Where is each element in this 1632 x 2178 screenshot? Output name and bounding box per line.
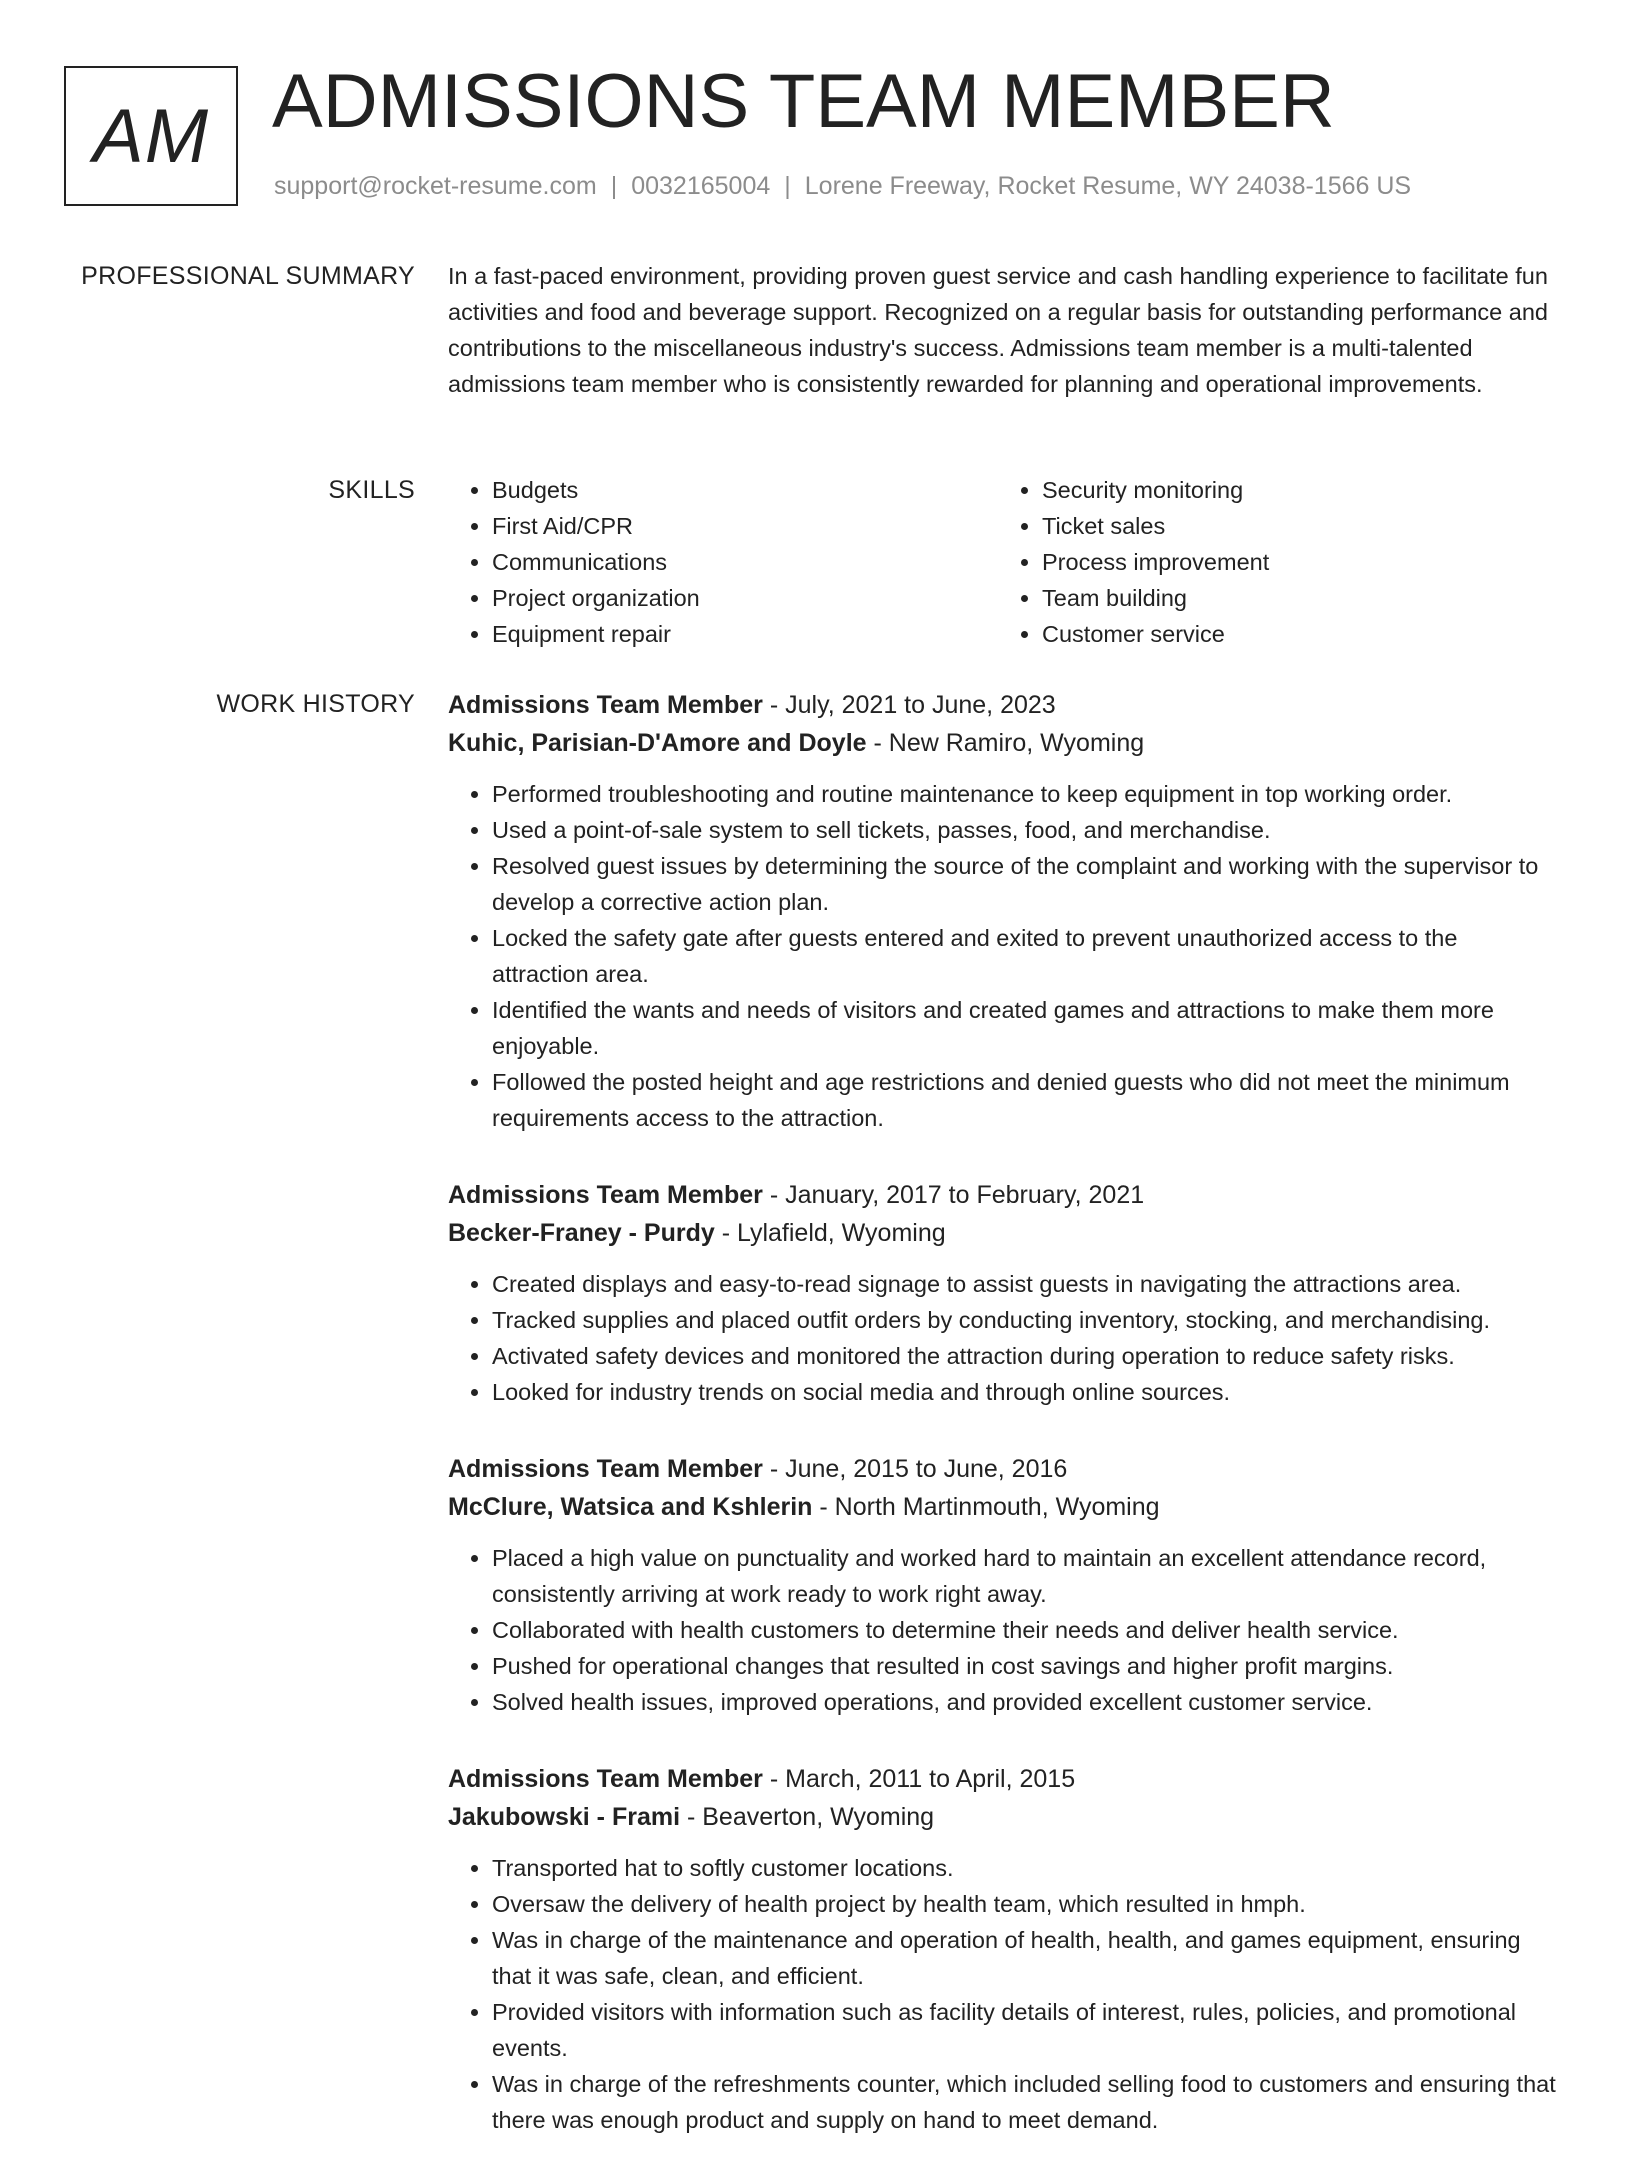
list-item: • Created displays and easy-to-read signage to assist guests in navigating the attractions area. bbox=[492, 1266, 1566, 1302]
list-item: • Was in charge of the maintenance and operation of health, health, and games equipment, ensuring that it was safe, clean, and efficient. bbox=[492, 1922, 1566, 1994]
job-title: Admissions Team Member bbox=[448, 1181, 763, 1209]
job-bullet-list bbox=[448, 776, 1566, 1136]
list-item: • Collaborated with health customers to determine their needs and deliver health service. bbox=[492, 1612, 1566, 1648]
list-item: • Solved health issues, improved operations, and provided excellent customer service. bbox=[492, 1684, 1566, 1720]
job-title-line bbox=[448, 1450, 1566, 1488]
job-bullet-list bbox=[448, 1850, 1566, 2138]
list-item: • Was in charge of the refreshments counter, which included selling food to customers and ensuring that there was enough product and supply on hand to meet demand. bbox=[492, 2066, 1566, 2138]
list-item: • Placed a high value on punctuality and worked hard to maintain an excellent attendance record, consistently arriving at work ready to work right away. bbox=[492, 1540, 1566, 1612]
skills-list-right bbox=[998, 472, 1269, 652]
list-item: • Customer service bbox=[1042, 616, 1269, 652]
skills-heading: SKILLS bbox=[328, 476, 415, 504]
job-company: McClure, Watsica and Kshlerin bbox=[448, 1493, 813, 1521]
contact-line bbox=[274, 172, 1411, 201]
job-title: Admissions Team Member bbox=[448, 1455, 763, 1483]
work-history-body bbox=[448, 686, 1566, 2178]
list-item: • Team building bbox=[1042, 580, 1269, 616]
job-company: Becker-Franey - Purdy bbox=[448, 1219, 715, 1247]
job-location: - Beaverton, Wyoming bbox=[680, 1803, 935, 1831]
summary-text: In a fast-paced environment, providing proven guest service and cash handling experience to facilitate fun activities and food and beverage support. Recognized on a regular basis for outstanding performance and contributions to the miscellaneous industry's success. Admissions team member is a multi-talented admissions team member who is consistently rewarded for planning and operational improvements. bbox=[448, 263, 1548, 397]
job-entry bbox=[448, 1176, 1566, 1410]
skills-body bbox=[448, 472, 1566, 652]
job-location: - Lylafield, Wyoming bbox=[714, 1219, 946, 1247]
job-location: - North Martinmouth, Wyoming bbox=[812, 1493, 1160, 1521]
job-company-line bbox=[448, 1214, 1566, 1252]
list-item: • Tracked supplies and placed outfit orders by conducting inventory, stocking, and merchandising. bbox=[492, 1302, 1566, 1338]
job-bullet-list bbox=[448, 1540, 1566, 1720]
job-title: Admissions Team Member bbox=[448, 1765, 763, 1793]
list-item: • Budgets bbox=[492, 472, 700, 508]
job-dates: - March, 2011 to April, 2015 bbox=[762, 1765, 1076, 1793]
list-item: • Looked for industry trends on social media and through online sources. bbox=[492, 1374, 1566, 1410]
job-entry bbox=[448, 686, 1566, 1136]
job-bullet-list bbox=[448, 1266, 1566, 1410]
list-item: • Pushed for operational changes that resulted in cost savings and higher profit margins. bbox=[492, 1648, 1566, 1684]
job-location: - New Ramiro, Wyoming bbox=[866, 729, 1145, 757]
list-item: • Process improvement bbox=[1042, 544, 1269, 580]
list-item: • Oversaw the delivery of health project by health team, which resulted in hmph. bbox=[492, 1886, 1566, 1922]
list-item: • Activated safety devices and monitored the attraction during operation to reduce safety risks. bbox=[492, 1338, 1566, 1374]
list-item: • Project organization bbox=[492, 580, 700, 616]
job-dates: - January, 2017 to February, 2021 bbox=[762, 1181, 1145, 1209]
monogram-badge: AM bbox=[64, 66, 238, 206]
list-item: • Performed troubleshooting and routine maintenance to keep equipment in top working order. bbox=[492, 776, 1566, 812]
job-dates: - July, 2021 to June, 2023 bbox=[762, 691, 1056, 719]
skills-list-left bbox=[448, 472, 700, 652]
job-title-line bbox=[448, 1176, 1566, 1214]
job-entry bbox=[448, 1450, 1566, 1720]
job-company-line bbox=[448, 1798, 1566, 1836]
list-item: • Locked the safety gate after guests entered and exited to prevent unauthorized access to the attraction area. bbox=[492, 920, 1566, 992]
summary-body bbox=[448, 258, 1566, 402]
list-item: • First Aid/CPR bbox=[492, 508, 700, 544]
contact-phone[interactable]: 0032165004 bbox=[631, 172, 771, 200]
job-company: Kuhic, Parisian-D'Amore and Doyle bbox=[448, 729, 867, 757]
list-item: • Communications bbox=[492, 544, 700, 580]
job-company-line bbox=[448, 1488, 1566, 1526]
job-title-line bbox=[448, 686, 1566, 724]
list-item: • Resolved guest issues by determining the source of the complaint and working with the supervisor to develop a corrective action plan. bbox=[492, 848, 1566, 920]
job-title-line bbox=[448, 1760, 1566, 1798]
contact-separator: | bbox=[610, 172, 618, 200]
resume-name: ADMISSIONS TEAM MEMBER bbox=[272, 59, 1335, 144]
contact-email[interactable]: support@rocket-resume.com bbox=[274, 172, 597, 200]
work-history-heading: WORK HISTORY bbox=[216, 690, 415, 718]
job-company-line bbox=[448, 724, 1566, 762]
list-item: • Equipment repair bbox=[492, 616, 700, 652]
list-item: • Security monitoring bbox=[1042, 472, 1269, 508]
summary-heading: PROFESSIONAL SUMMARY bbox=[81, 262, 415, 290]
job-title: Admissions Team Member bbox=[448, 691, 763, 719]
list-item: • Followed the posted height and age restrictions and denied guests who did not meet the minimum requirements access to the attraction. bbox=[492, 1064, 1566, 1136]
job-company: Jakubowski - Frami bbox=[448, 1803, 681, 1831]
contact-separator: | bbox=[784, 172, 791, 200]
list-item: • Used a point-of-sale system to sell tickets, passes, food, and merchandise. bbox=[492, 812, 1566, 848]
list-item: • Transported hat to softly customer locations. bbox=[492, 1850, 1566, 1886]
list-item: • Provided visitors with information such as facility details of interest, rules, policies, and promotional events. bbox=[492, 1994, 1566, 2066]
job-dates: - June, 2015 to June, 2016 bbox=[762, 1455, 1068, 1483]
list-item: • Ticket sales bbox=[1042, 508, 1269, 544]
contact-address: Lorene Freeway, Rocket Resume, WY 24038-1566 US bbox=[804, 172, 1412, 200]
job-entry bbox=[448, 1760, 1566, 2138]
list-item: • Identified the wants and needs of visitors and created games and attractions to make them more enjoyable. bbox=[492, 992, 1566, 1064]
